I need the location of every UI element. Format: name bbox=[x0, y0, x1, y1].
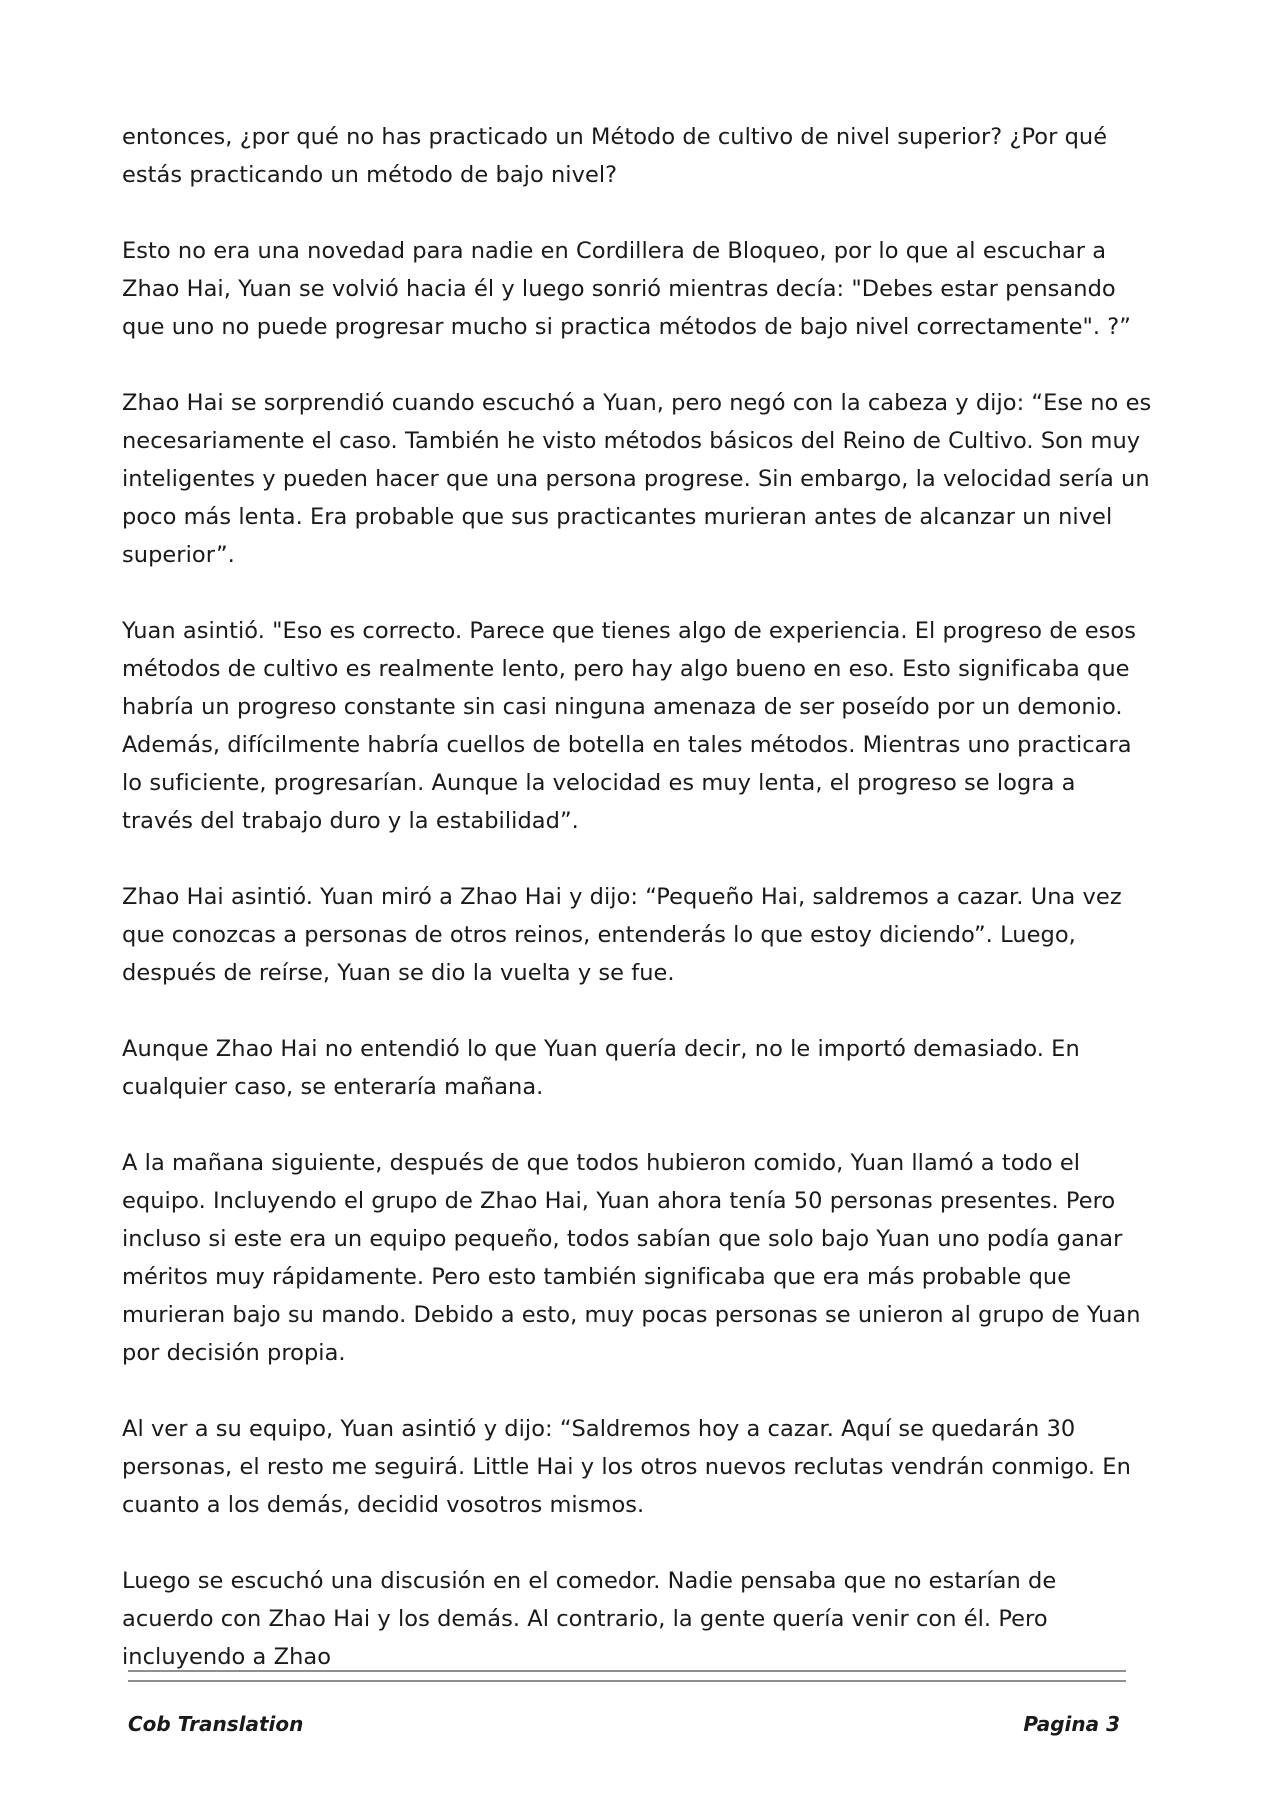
paragraph-3: Zhao Hai se sorprendió cuando escuchó a Yuan, pero negó con la cabeza y dijo: “Ese no es necesariamente el caso. También he visto métodos básicos del Reino de Cultivo. Son muy inteligentes y pueden hacer que una persona progrese. Sin embargo, la velocidad sería un poco más lenta. Era probable que sus practicantes murieran antes de alcanzar un nivel superior”. bbox=[122, 390, 1152, 568]
footer-divider-bottom bbox=[128, 1680, 1126, 1682]
footer-page-number: Pagina 3 bbox=[1023, 1712, 1120, 1736]
body-text bbox=[122, 118, 1152, 1714]
paragraph-9: Luego se escuchó una discusión en el comedor. Nadie pensaba que no estarían de acuerdo con Zhao Hai y los demás. Al contrario, la gente quería venir con él. Pero incluyendo a Zhao bbox=[122, 1568, 1057, 1670]
paragraph-7: A la mañana siguiente, después de que todos hubieron comido, Yuan llamó a todo el equipo. Incluyendo el grupo de Zhao Hai, Yuan ahora tenía 50 personas presentes. Pero incluso si este era un equipo pequeño, todos sabían que solo bajo Yuan uno podía ganar méritos muy rápidamente. Pero esto también significaba que era más probable que murieran bajo su mando. Debido a esto, muy pocas personas se unieron al grupo de Yuan por decisión propia. bbox=[122, 1150, 1141, 1366]
footer-translator: Cob Translation bbox=[128, 1712, 304, 1736]
paragraph-4: Yuan asintió. "Eso es correcto. Parece que tienes algo de experiencia. El progreso de esos métodos de cultivo es realmente lento, pero hay algo bueno en eso. Esto significaba que habría un progreso constante sin casi ninguna amenaza de ser poseído por un demonio. Además, difícilmente habría cuellos de botella en tales métodos. Mientras uno practicara lo suficiente, progresarían. Aunque la velocidad es muy lenta, el progreso se logra a través del trabajo duro y la estabilidad”. bbox=[122, 618, 1137, 834]
footer-divider-top bbox=[128, 1670, 1126, 1672]
paragraph-6: Aunque Zhao Hai no entendió lo que Yuan quería decir, no le importó demasiado. En cualquier caso, se enteraría mañana. bbox=[122, 1036, 1080, 1100]
paragraph-5: Zhao Hai asintió. Yuan miró a Zhao Hai y dijo: “Pequeño Hai, saldremos a cazar. Una vez que conozcas a personas de otros reinos, entenderás lo que estoy diciendo”. Luego, después de reírse, Yuan se dio la vuelta y se fue. bbox=[122, 884, 1122, 986]
paragraph-8: Al ver a su equipo, Yuan asintió y dijo: “Saldremos hoy a cazar. Aquí se quedarán 30 personas, el resto me seguirá. Little Hai y los otros nuevos reclutas vendrán conmigo. En cuanto a los demás, decidid vosotros mismos. bbox=[122, 1416, 1131, 1518]
paragraph-2: Esto no era una novedad para nadie en Cordillera de Bloqueo, por lo que al escuchar a Zhao Hai, Yuan se volvió hacia él y luego sonrió mientras decía: "Debes estar pensando que uno no puede progresar mucho si practica métodos de bajo nivel correctamente". ?” bbox=[122, 238, 1131, 340]
paragraph-1: entonces, ¿por qué no has practicado un Método de cultivo de nivel superior? ¿Por qué estás practicando un método de bajo nivel? bbox=[122, 124, 1108, 188]
